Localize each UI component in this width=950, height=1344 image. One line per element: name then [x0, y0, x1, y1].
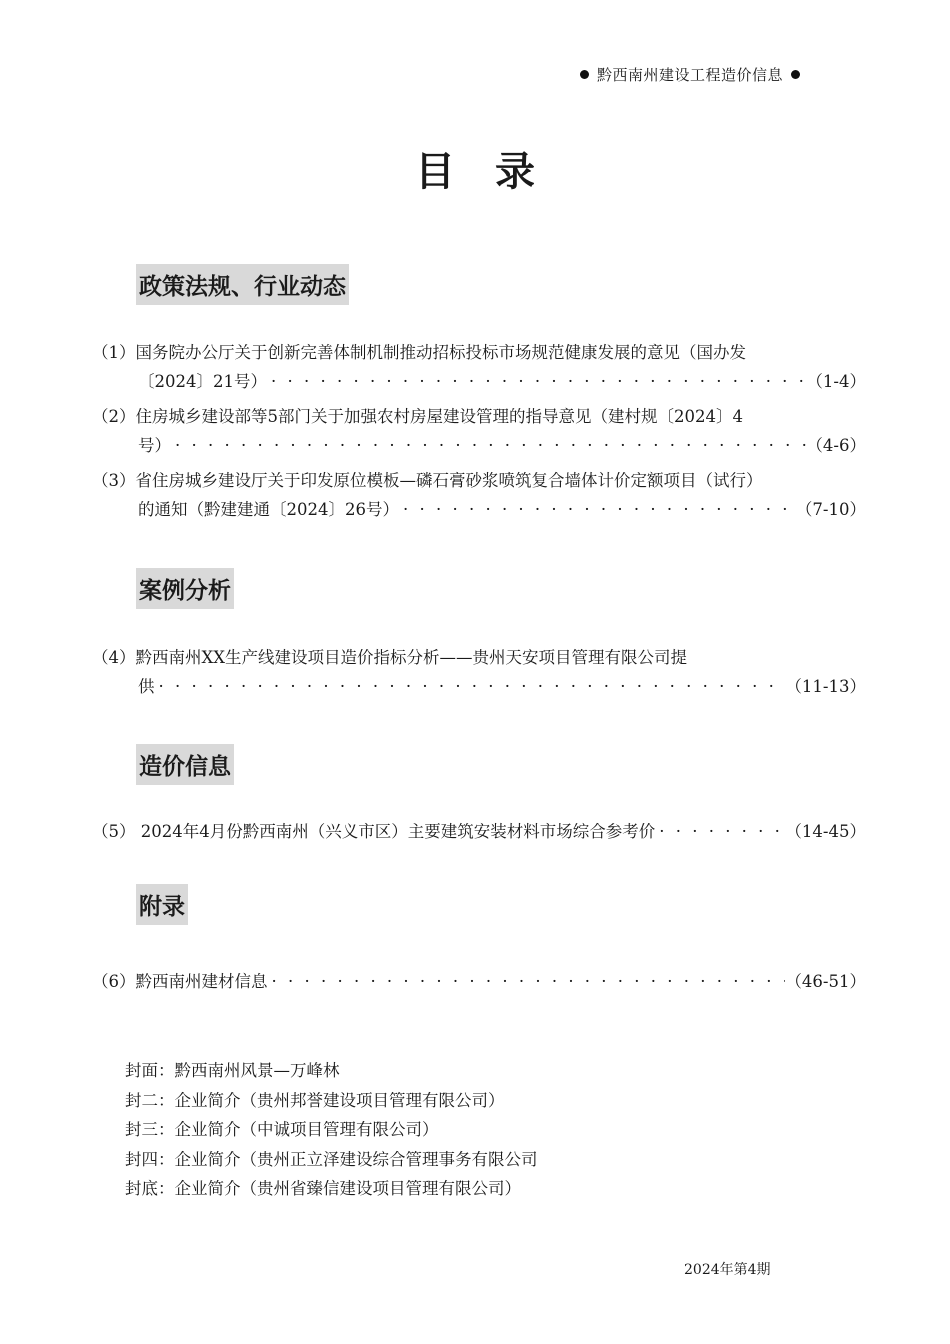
bullet-dot-left	[580, 70, 589, 79]
cover-notes	[125, 1056, 538, 1204]
running-header	[580, 64, 840, 85]
leader-dots	[268, 967, 786, 996]
section-heading-appendix: 附录	[136, 884, 188, 925]
toc-entry-2-title-cont: 号）	[138, 436, 171, 455]
section-heading-price: 造价信息	[136, 744, 234, 785]
leader-dots	[655, 817, 785, 846]
toc-entry-2-pages: （4-6）	[806, 436, 866, 455]
toc-entry-3-title: （3）省住房城乡建设厅关于印发原位模板—磷石膏砂浆喷筑复合墙体计价定额项目（试行）	[92, 471, 763, 490]
cover-note-back: 封底：企业简介（贵州省臻信建设项目管理有限公司）	[125, 1179, 521, 1198]
toc-entry-6-pages: （46-51）	[785, 972, 866, 991]
cover-note-front: 封面：黔西南州风景—万峰林	[125, 1061, 340, 1080]
page-title: 目录	[415, 149, 575, 195]
toc-entry-6[interactable]	[92, 967, 866, 996]
toc-entry-1[interactable]	[92, 338, 866, 396]
leader-dots	[267, 367, 806, 396]
toc-entry-2-title: （2）住房城乡建设部等5部门关于加强农村房屋建设管理的指导意见（建村规〔2024〕4	[92, 407, 743, 426]
cover-note-second: 封二：企业简介（贵州邦誉建设项目管理有限公司）	[125, 1090, 505, 1110]
leader-dots	[171, 431, 806, 460]
section-heading-policy: 政策法规、行业动态	[136, 264, 349, 305]
leader-dots	[399, 495, 796, 524]
header-text: 黔西南州建设工程造价信息	[597, 66, 784, 84]
toc-entry-4-title-cont: 供	[138, 677, 155, 696]
leader-dots	[155, 672, 786, 701]
toc-entry-4[interactable]	[92, 643, 866, 701]
toc-entry-5-title: （5） 2024年4月份黔西南州（兴义市区）主要建筑安装材料市场综合参考价	[92, 822, 656, 841]
section-heading-case: 案例分析	[136, 568, 234, 609]
toc-entry-6-title: （6）黔西南州建材信息	[92, 972, 268, 991]
toc-entry-4-pages: （11-13）	[785, 677, 866, 696]
toc-entry-5-pages: （14-45）	[785, 822, 866, 841]
issue-footer: 2024年第4期	[684, 1262, 771, 1278]
toc-entry-3[interactable]	[92, 466, 866, 524]
toc-entry-5[interactable]	[92, 817, 866, 846]
bullet-dot-right	[791, 70, 800, 79]
toc-entry-1-pages: （1-4）	[806, 372, 866, 391]
toc-entry-3-title-cont: 的通知（黔建建通〔2024〕26号）	[138, 500, 399, 519]
toc-entry-2[interactable]	[92, 402, 866, 460]
cover-note-third: 封三：企业简介（中诚项目管理有限公司）	[125, 1120, 439, 1139]
cover-note-fourth: 封四：企业简介（贵州正立泽建设综合管理事务有限公司	[125, 1149, 538, 1169]
toc-entry-1-title-cont: 〔2024〕21号）	[138, 372, 267, 391]
toc-entry-3-pages: （7-10）	[795, 500, 866, 519]
toc-entry-1-title: （1）国务院办公厅关于创新完善体制机制推动招标投标市场规范健康发展的意见（国办发	[92, 343, 746, 362]
toc-entry-4-title: （4）黔西南州XX生产线建设项目造价指标分析——贵州天安项目管理有限公司提	[92, 648, 687, 667]
